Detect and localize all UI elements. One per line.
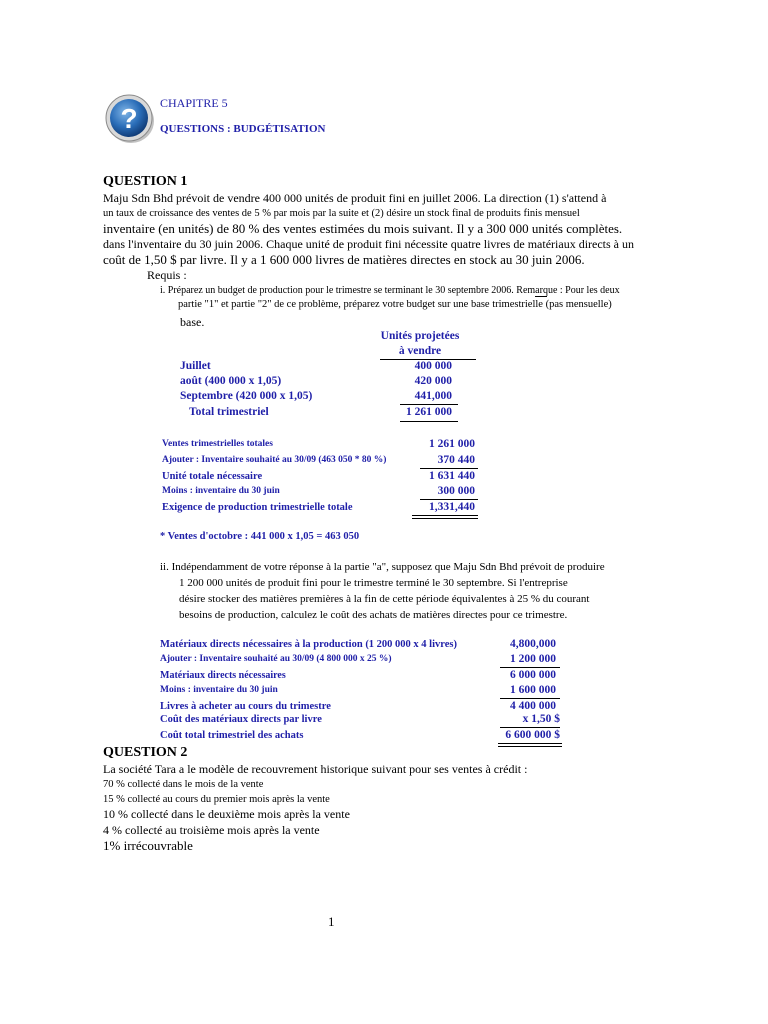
- table3-row-value: 4 400 000: [510, 700, 556, 712]
- table1-row-value: 400 000: [414, 360, 452, 372]
- table2-row-value: 300 000: [437, 485, 475, 497]
- october-sales-note: * Ventes d'octobre : 441 000 x 1,05 = 463 050: [160, 531, 360, 542]
- table1-row-label: Septembre (420 000 x 1,05): [180, 390, 313, 402]
- q1-text-line: inventaire (en unités) de 80 % des ventes estimées du mois suivant. Il y a 300 000 unités complètes.: [103, 221, 623, 236]
- question-2-title: QUESTION 2: [103, 745, 188, 760]
- part-i-line: i. Préparez un budget de production pour le trimestre se terminant le 30 septembre 2006. Remarque : Pour les deux: [160, 285, 620, 296]
- q1-text-line: coût de 1,50 $ par livre. Il y a 1 600 000 livres de matières directes en stock au 30 juin 2006.: [103, 252, 585, 267]
- q2-list-item: 10 % collecté dans le deuxième mois après la vente: [103, 807, 350, 821]
- q2-list-item: 4 % collecté au troisième mois après la vente: [103, 823, 320, 837]
- svg-text:?: ?: [120, 103, 138, 134]
- q2-list-item: 1% irrécouvrable: [103, 838, 193, 853]
- table2-row-label: Moins : inventaire du 30 juin: [162, 486, 280, 496]
- requis-label: Requis :: [147, 268, 187, 282]
- table3-row-value: 4,800,000: [510, 638, 556, 650]
- table2-row-value: 370 440: [437, 454, 475, 466]
- q2-list-item: 70 % collecté dans le mois de la vente: [103, 779, 264, 790]
- table2-row-label: Ventes trimestrielles totales: [162, 439, 273, 449]
- table1-row-value: 420 000: [414, 375, 452, 387]
- table3-row-label: Matériaux directs nécessaires: [160, 670, 286, 681]
- table1-header: à vendre: [398, 345, 442, 357]
- table2-row-label: Unité totale nécessaire: [162, 471, 263, 482]
- table2-total-value: 1,331,440: [429, 501, 475, 513]
- table3-row-label: Coût des matériaux directs par livre: [160, 714, 322, 725]
- question-1-title: QUESTION 1: [103, 174, 188, 189]
- part-ii-line: 1 200 000 unités de produit fini pour le trimestre terminé le 30 septembre. Si l'entreprise: [179, 577, 568, 589]
- part-ii-line: ii. Indépendamment de votre réponse à la partie "a", supposez que Maju Sdn Bhd prévoit de produire: [160, 561, 605, 573]
- table3-row-label: Livres à acheter au cours du trimestre: [160, 701, 331, 712]
- q1-text-line: dans l'inventaire du 30 juin 2006. Chaque unité de produit fini nécessite quatre livres de matériaux directs à un: [103, 237, 635, 251]
- table3-row-value: x 1,50 $: [522, 713, 560, 725]
- part-ii-line: désire stocker des matières premières à la fin de cette période équivalentes à 25 % du courant: [179, 593, 590, 605]
- table2-row-value: 1 261 000: [429, 438, 475, 450]
- chapter-subtitle: QUESTIONS : BUDGÉTISATION: [160, 123, 326, 135]
- part-i-line: base.: [180, 315, 205, 329]
- table1-row-label: août (400 000 x 1,05): [180, 375, 282, 387]
- table1-total-value: 1 261 000: [406, 406, 452, 418]
- q2-list-item: 15 % collecté au cours du premier mois après la vente: [103, 794, 330, 805]
- table3-row-label: Ajouter : Inventaire souhaité au 30/09 (4 800 000 x 25 %): [160, 654, 392, 664]
- table3-row-label: Moins : inventaire du 30 juin: [160, 685, 278, 695]
- q1-text-line: un taux de croissance des ventes de 5 % par mois par la suite et (2) désire un stock final de produits finis mensuel: [103, 208, 580, 219]
- table1-total-label: Total trimestriel: [189, 406, 269, 418]
- table3-row-value: 1 600 000: [510, 684, 556, 696]
- q1-text-line: Maju Sdn Bhd prévoit de vendre 400 000 unités de produit fini en juillet 2006. La direction (1) s'attend à: [103, 191, 607, 205]
- chapter-title: CHAPITRE 5: [160, 96, 228, 110]
- table3-total-value: 6 600 000 $: [505, 729, 560, 741]
- table1-row-value: 441,000: [414, 390, 452, 402]
- table2-total-label: Exigence de production trimestrielle totale: [162, 502, 353, 513]
- page-number: 1: [328, 914, 335, 929]
- table3-row-value: 6 000 000: [510, 669, 556, 681]
- part-ii-line: besoins de production, calculez le coût des achats de matières directes pour ce trimestre.: [179, 609, 568, 621]
- table2-row-value: 1 631 440: [429, 470, 475, 482]
- table2-row-label: Ajouter : Inventaire souhaité au 30/09 (463 050 * 80 %): [162, 455, 387, 465]
- table1-row-label: Juillet: [180, 360, 211, 372]
- table3-row-label: Matériaux directs nécessaires à la production (1 200 000 x 4 livres): [160, 639, 457, 650]
- table3-total-label: Coût total trimestriel des achats: [160, 730, 304, 741]
- q2-intro: La société Tara a le modèle de recouvrement historique suivant pour ses ventes à crédit :: [103, 762, 528, 776]
- underline: [535, 296, 547, 297]
- table1-header: Unités projetées: [380, 330, 460, 342]
- question-mark-icon: [104, 92, 156, 144]
- part-i-line: partie "1" et partie "2" de ce problème, préparez votre budget sur une base trimestrielle (pas mensuelle): [178, 299, 612, 310]
- table3-row-value: 1 200 000: [510, 653, 556, 665]
